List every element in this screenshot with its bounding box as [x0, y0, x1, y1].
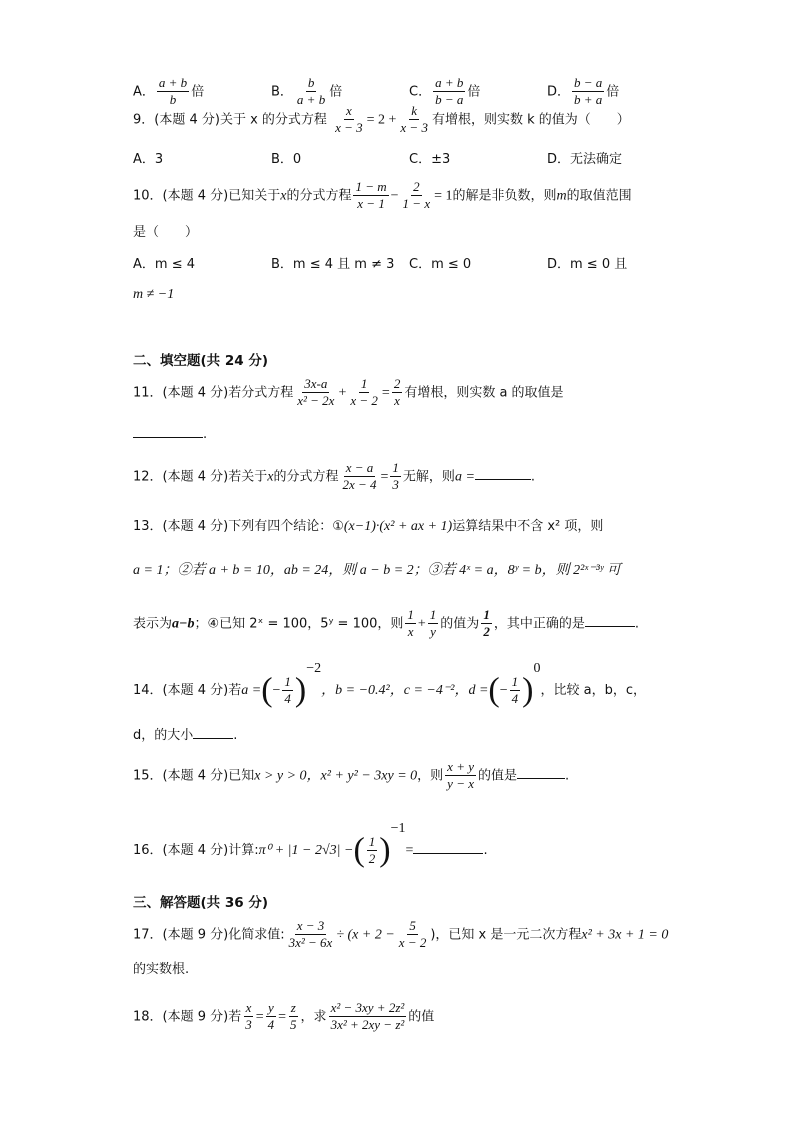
question-15: 15．(本题 4 分)已知x > y > 0，x² + y² − 3xy = 0，则 $\frac{x + y}{y - x}$ 的值是 . [133, 759, 570, 792]
answer-blank[interactable] [133, 425, 203, 438]
section-3-title: 三、解答题(共 36 分) [133, 895, 269, 911]
question-12: 12．(本题 4 分)若关于x的分式方程 $\frac{x - a}{2x - 4}$ = $\frac{1}{3}$ 无解，则a = . [133, 460, 536, 493]
fraction: $\frac{z}{5}$ [290, 1000, 297, 1033]
question-17: 17．(本题 9 分)化简求值: $\frac{x - 3}{\text{3x² − 6x}}$ ÷ (x + 2 − $\frac{5}{x - 2}$ )，已知 x 是一元二次方程x² + 3x + 1 = 0 [133, 918, 669, 951]
fraction: $\frac{1}{3}$ [392, 460, 399, 493]
q9-option-a: A．3 [133, 152, 164, 167]
fraction: $\frac{y}{4}$ [267, 1000, 275, 1033]
q10-option-c: C．m ≤ 0 [409, 257, 472, 272]
question-10: 10．(本题 4 分)已知关于x的分式方程 $\frac{1 - m}{x - 1}$ − $\frac{2}{1 - x}$ = 1的解是非负数，则m的取值范围 [133, 179, 632, 212]
fraction: $\frac{x}{3}$ [245, 1000, 252, 1033]
q13-line3: 表示为a−b；④已知 2ˣ = 100，5ʸ = 100，则 $\frac{1}{x}$ + $\frac{1}{y}$ 的值为 $\frac{1}{2}$ ，其中正确的是 . [133, 607, 639, 640]
fraction: $\frac{\text{x² − 3xy + 2z²}}{\text{3x² + 2xy − z²}}$ [330, 1000, 405, 1033]
fraction: $\frac{1}{2}$ [368, 833, 376, 866]
q8-option-c: C． $\frac{a + b}{b - a}$ 倍 [409, 75, 481, 108]
answer-blank[interactable] [585, 614, 635, 627]
question-18: 18．(本题 9 分)若 $\frac{x}{3}$ = $\frac{y}{4}$ = $\frac{z}{5}$ ，求 $\frac{\text{x² − 3xy + 2z²}}{\text{3x² + 2xy − z²}}$ 的值 [133, 1000, 435, 1033]
fraction: $\frac{x - a}{2x - 4}$ [342, 460, 377, 493]
fraction: $\frac{1}{4}$ [511, 673, 519, 706]
fraction: $\frac{b - a}{b + a}$ [574, 75, 603, 108]
answer-blank[interactable] [413, 841, 483, 854]
question-16: 16．(本题 4 分)计算:π⁰ + |1 − 2√3| −( $\frac{1}{2}$ )$^{-1}$= . [133, 821, 488, 869]
q8-option-b: B． $\frac{b}{a + b}$ 倍 [271, 75, 343, 108]
q8-options [133, 64, 773, 108]
q8-option-a: A． $\frac{a + b}{b}$ 倍 [133, 75, 205, 108]
q9-option-d: D．无法确定 [547, 152, 623, 167]
fraction: $\frac{1}{x - 2}$ [350, 376, 378, 409]
fraction: $\frac{2}{1 - x}$ [402, 179, 431, 212]
fraction: $\frac{1}{2}$ [483, 607, 490, 640]
answer-blank[interactable] [475, 467, 531, 480]
fraction: $\frac{1}{4}$ [284, 673, 291, 706]
fraction: $\frac{x + y}{y - x}$ [447, 759, 474, 792]
fraction: $\frac{a + b}{b - a}$ [435, 75, 464, 108]
fraction: $\frac{2}{x}$ [393, 376, 401, 409]
fraction: $\frac{1}{y}$ [429, 607, 437, 640]
fraction: $\frac{5}{x - 2}$ [398, 918, 427, 951]
q9-option-b: B．0 [271, 152, 302, 167]
fraction: $\frac{k}{x - 3}$ [400, 103, 428, 136]
fraction: $\frac{1 - m}{x - 1}$ [355, 179, 387, 212]
question-11: 11．(本题 4 分)若分式方程 $\frac{3x-a}{\text{x² − 2x}}$ + $\frac{1}{x - 2}$ = $\frac{2}{x}$ 有增根，则实数 a 的取值是 [133, 376, 564, 409]
q10-option-d: D．m ≤ 0 且 [547, 257, 628, 272]
q9-option-c: C．±3 [409, 152, 451, 167]
q14-line2: d，的大小 . [133, 728, 238, 743]
fraction: $\frac{1}{x}$ [407, 607, 414, 640]
fraction: $\frac{b}{a + b}$ [296, 75, 326, 108]
q8-option-d: D． $\frac{b - a}{b + a}$ 倍 [547, 75, 620, 108]
fraction: $\frac{a + b}{b}$ [158, 75, 188, 108]
fraction: $\frac{x - 3}{\text{3x² − 6x}}$ [288, 918, 333, 951]
question-9: 9．(本题 4 分)关于 x 的分式方程 $\frac{x}{x - 3}$ = 2 + $\frac{k}{x - 3}$ 有增根，则实数 k 的值为（ ） [133, 103, 630, 136]
q10-option-b: B．m ≤ 4 且 m ≠ 3 [271, 257, 395, 272]
answer-blank[interactable] [193, 726, 233, 739]
q17-line2: 的实数根. [133, 962, 190, 977]
section-2-title: 二、填空题(共 24 分) [133, 353, 269, 369]
fraction: $\frac{3x-a}{\text{x² − 2x}}$ [297, 376, 335, 409]
q13-line2: a = 1；②若 a + b = 10，ab = 24，则 a − b = 2；③若 4ˣ = a，8ʸ = b，则 2²ˣ⁻³ʸ 可 [133, 563, 621, 578]
question-13: 13．(本题 4 分)下列有四个结论：①(x−1)·(x² + ax + 1)运算结果中不含 x² 项，则 [133, 519, 604, 534]
q10-line2: 是（ ） [133, 225, 199, 240]
q10-option-d-cont: m ≠ −1 [133, 287, 175, 302]
fraction: $\frac{x}{x - 3}$ [335, 103, 363, 136]
q11-answer-line: . [133, 425, 207, 441]
question-14: 14．(本题 4 分)若a =(− $\frac{1}{4}$ )$^{-2}$，b = −0.4²，c = −4⁻²，d =(− $\frac{1}{4}$ )$^0$，比较 a，b，c， [133, 661, 646, 709]
q10-option-a: A．m ≤ 4 [133, 257, 195, 272]
answer-blank[interactable] [517, 766, 565, 779]
